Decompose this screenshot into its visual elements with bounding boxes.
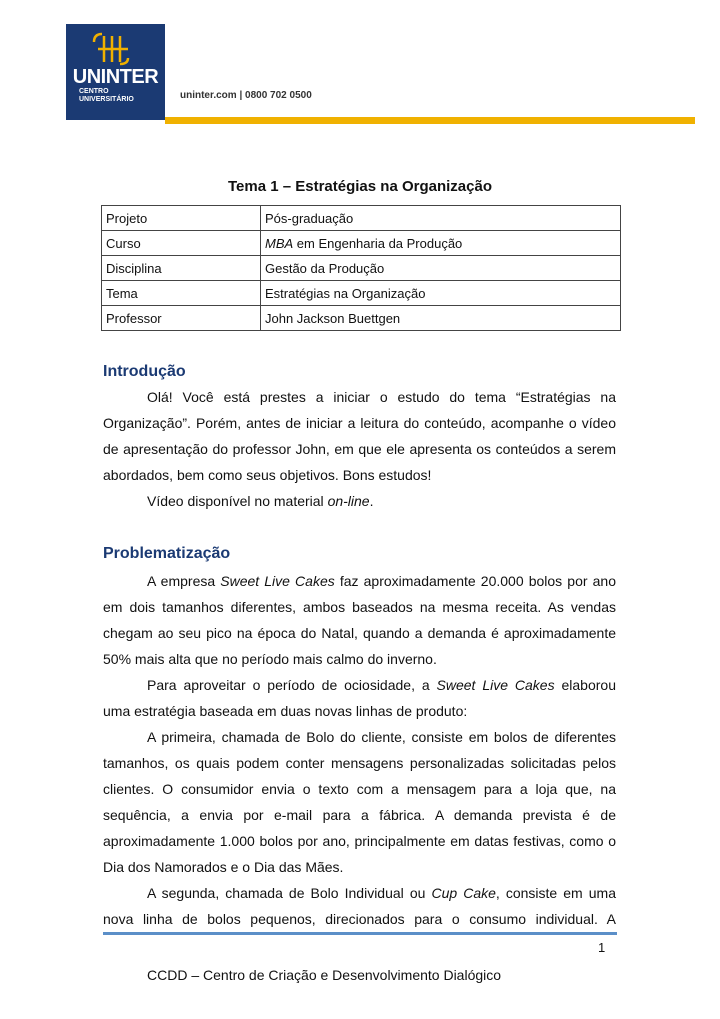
footer-text: CCDD – Centro de Criação e Desenvolvimento Dialógico <box>147 967 502 983</box>
table-key: Professor <box>102 306 261 331</box>
section-heading-introducao: Introdução <box>103 363 186 380</box>
paragraph: A segunda, chamada de Bolo Individual ou Cup Cake, consiste em uma nova linha de bolos pequenos, direcionados para o consumo individual. A <box>103 885 616 927</box>
table-value: John Jackson Buettgen <box>261 306 621 331</box>
table-key: Disciplina <box>102 256 261 281</box>
uninter-logo <box>66 24 165 120</box>
logo-name: UNINTER <box>72 66 159 88</box>
page-number: 1 <box>598 940 606 955</box>
document-title: Tema 1 – Estratégias na Organização <box>227 178 492 195</box>
table-value: Gestão da Produção <box>261 256 621 281</box>
table-value: MBA em Engenharia da Produção <box>261 231 621 256</box>
info-table <box>101 205 621 331</box>
header-divider <box>165 117 695 124</box>
header-contact: uninter.com | 0800 702 0500 <box>180 90 312 101</box>
table-key: Projeto <box>102 206 261 231</box>
paragraph: A empresa Sweet Live Cakes faz aproximadamente 20.000 bolos por ano em dois tamanhos diferentes, ambos baseados na mesma receita. As vendas chegam ao seu pico na época do Natal, quando a demanda é aproximadamente 50% mais alta que no período mais calmo do inverno. <box>103 573 616 667</box>
logo-subtitle: CENTRO UNIVERSITÁRIO <box>79 88 134 103</box>
globe-icon <box>90 32 140 66</box>
paragraph: Para aproveitar o período de ociosidade, a Sweet Live Cakes elaborou uma estratégia baseada em duas novas linhas de produto: <box>103 677 616 719</box>
table-row <box>102 281 621 306</box>
table-row <box>102 256 621 281</box>
table-key: Curso <box>102 231 261 256</box>
table-row <box>102 231 621 256</box>
paragraph: Olá! Você está prestes a iniciar o estudo do tema “Estratégias na Organização”. Porém, antes de iniciar a leitura do conteúdo, acompanhe o vídeo de apresentação do professor John, em que ele apresenta os conteúdos a serem abordados, bem como seus objetivos. Bons estudos! <box>103 389 616 483</box>
paragraph: A primeira, chamada de Bolo do cliente, consiste em bolos de diferentes tamanhos, os quais podem conter mensagens personalizadas solicitadas pelos clientes. O consumidor envia o texto com a mensagem para a loja que, na sequência, a envia por e-mail para a fábrica. A demanda prevista é de aproximadamente 1.000 bolos por ano, principalmente em datas festivas, como o Dia dos Namorados e o Dia das Mães. <box>103 729 616 875</box>
problem-body <box>103 568 616 932</box>
table-row <box>102 206 621 231</box>
paragraph: Vídeo disponível no material on-line. <box>147 493 374 509</box>
table-value: Estratégias na Organização <box>261 281 621 306</box>
intro-body <box>103 384 616 514</box>
table-row <box>102 306 621 331</box>
table-key: Tema <box>102 281 261 306</box>
table-value: Pós-graduação <box>261 206 621 231</box>
footer-divider <box>103 932 617 935</box>
section-heading-problematizacao: Problematização <box>103 545 231 562</box>
